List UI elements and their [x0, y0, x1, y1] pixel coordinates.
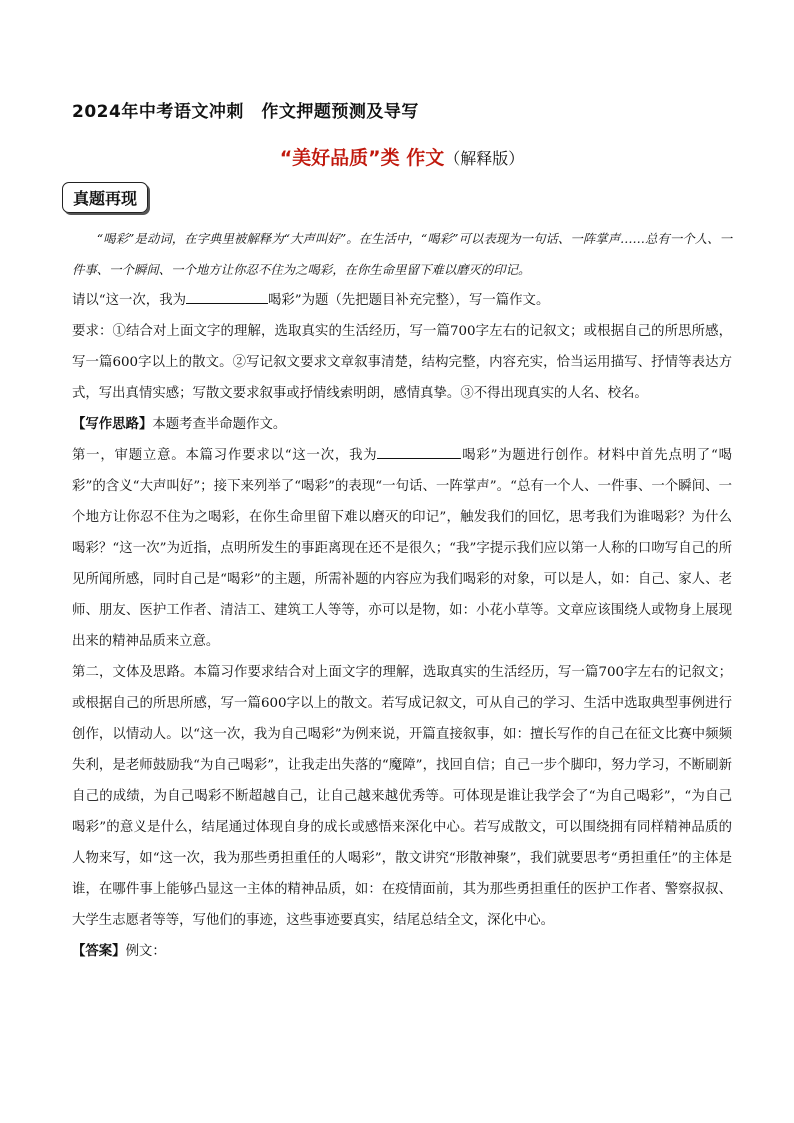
document-title: 2024年中考语文冲刺 作文押题预测及导写: [72, 102, 419, 122]
para1-post: 喝彩”为题进行创作。材料中首先点明了“喝彩”的含义“大声叫好”；接下来列举了“喝彩”的表现“一句话、一阵掌声”。“总有一个人、一件事、一个瞬间、一个地方让你忍不住为之喝彩，在你生命里留下难以磨灭的印记”，触发我们的回忆，思考我们为谁喝彩？为什么喝彩？“这一次”为近指，点明所发生的事距离现在还不是很久；“我”字提示我们应以第一人称的口吻写自己的所见所闻所感，同时自己是“喝彩”的主题，所需补题的内容应为我们喝彩的对象，可以是人，如：自己、家人、老师、朋友、医护工作者、清洁工、建筑工人等等，亦可以是物，如：小花小草等。文章应该围绕人或物身上展现出来的精神品质来立意。: [72, 448, 732, 649]
answer-tag: 【答案】: [72, 943, 126, 959]
subtitle-version: （解释版）: [444, 149, 525, 168]
para1-blank: [377, 444, 461, 459]
para1-pre: 第一，审题立意。本篇习作要求以“这一次，我为: [72, 448, 378, 463]
document-subtitle: [72, 144, 732, 172]
title-blank: [186, 289, 268, 304]
section-heading: 真题再现: [62, 182, 148, 213]
analysis-tag: 【写作思路】: [72, 416, 153, 432]
document-page: [72, 98, 732, 967]
prompt-requirements: 要求：①结合对上面文字的理解，选取真实的生活经历，写一篇700字左右的记叙文；或根据自己的所思所感，写一篇600字以上的散文。②写记叙文要求文章叙事清楚，结构完整，内容充实，恰当运用描写、抒情等表达方式，写出真情实感；写散文要求叙事或抒情线索明朗，感情真挚。③不得出现真实的人名、校名。: [72, 324, 732, 401]
answer-text: 例文：: [125, 944, 166, 959]
prompt-quote: “喝彩”是动词，在字典里被解释为“大声叫好”。在生活中，“喝彩”可以表现为一句话、一阵掌声……总有一个人、一件事、一个瞬间、一个地方让你忍不住为之喝彩，在你生命里留下难以磨灭的印记。: [72, 231, 732, 277]
analysis-para-1: [72, 440, 732, 657]
analysis-intro: 本题考查半命题作文。: [152, 417, 287, 432]
prompt-instruction: [72, 285, 732, 316]
analysis-para-2: 第二，文体及思路。本篇习作要求结合对上面文字的理解，选取真实的生活经历，写一篇700字左右的记叙文；或根据自己的所思所感，写一篇600字以上的散文。若写成记叙文，可从自己的学习、生活中选取典型事例进行创作，以情动人。以“这一次，我为自己喝彩”为例来说，开篇直接叙事，如：擅长写作的自己在征文比赛中频频失利，是老师鼓励我“为自己喝彩”，让我走出失落的“魔障”，找回自信；自己一步个脚印，努力学习，不断刷新自己的成绩，为自己喝彩不断超越自己，让自己越来越优秀等。可体现是谁让我学会了“为自己喝彩”，“为自己喝彩”的意义是什么，结尾通过体现自身的成长或感悟来深化中心。若写成散文，可以围绕拥有同样精神品质的人物来写，如“这一次，我为那些勇担重任的人喝彩”，散文讲究“形散神聚”，我们就要思考“勇担重任”的主体是谁，在哪件事上能够凸显这一主体的精神品质，如：在疫情面前，其为那些勇担重任的医护工作者、警察叔叔、大学生志愿者等等，写他们的事迹，这些事迹要真实，结尾总结全文，深化中心。: [72, 665, 732, 928]
instruction-post: 喝彩”为题（先把题目补充完整），写一篇作文。: [267, 293, 550, 308]
subtitle-topic: “美好品质”类 作文: [279, 147, 445, 169]
instruction-pre: 请以“这一次，我为: [72, 293, 186, 308]
analysis-heading: [72, 409, 732, 440]
answer-heading: [72, 936, 732, 967]
